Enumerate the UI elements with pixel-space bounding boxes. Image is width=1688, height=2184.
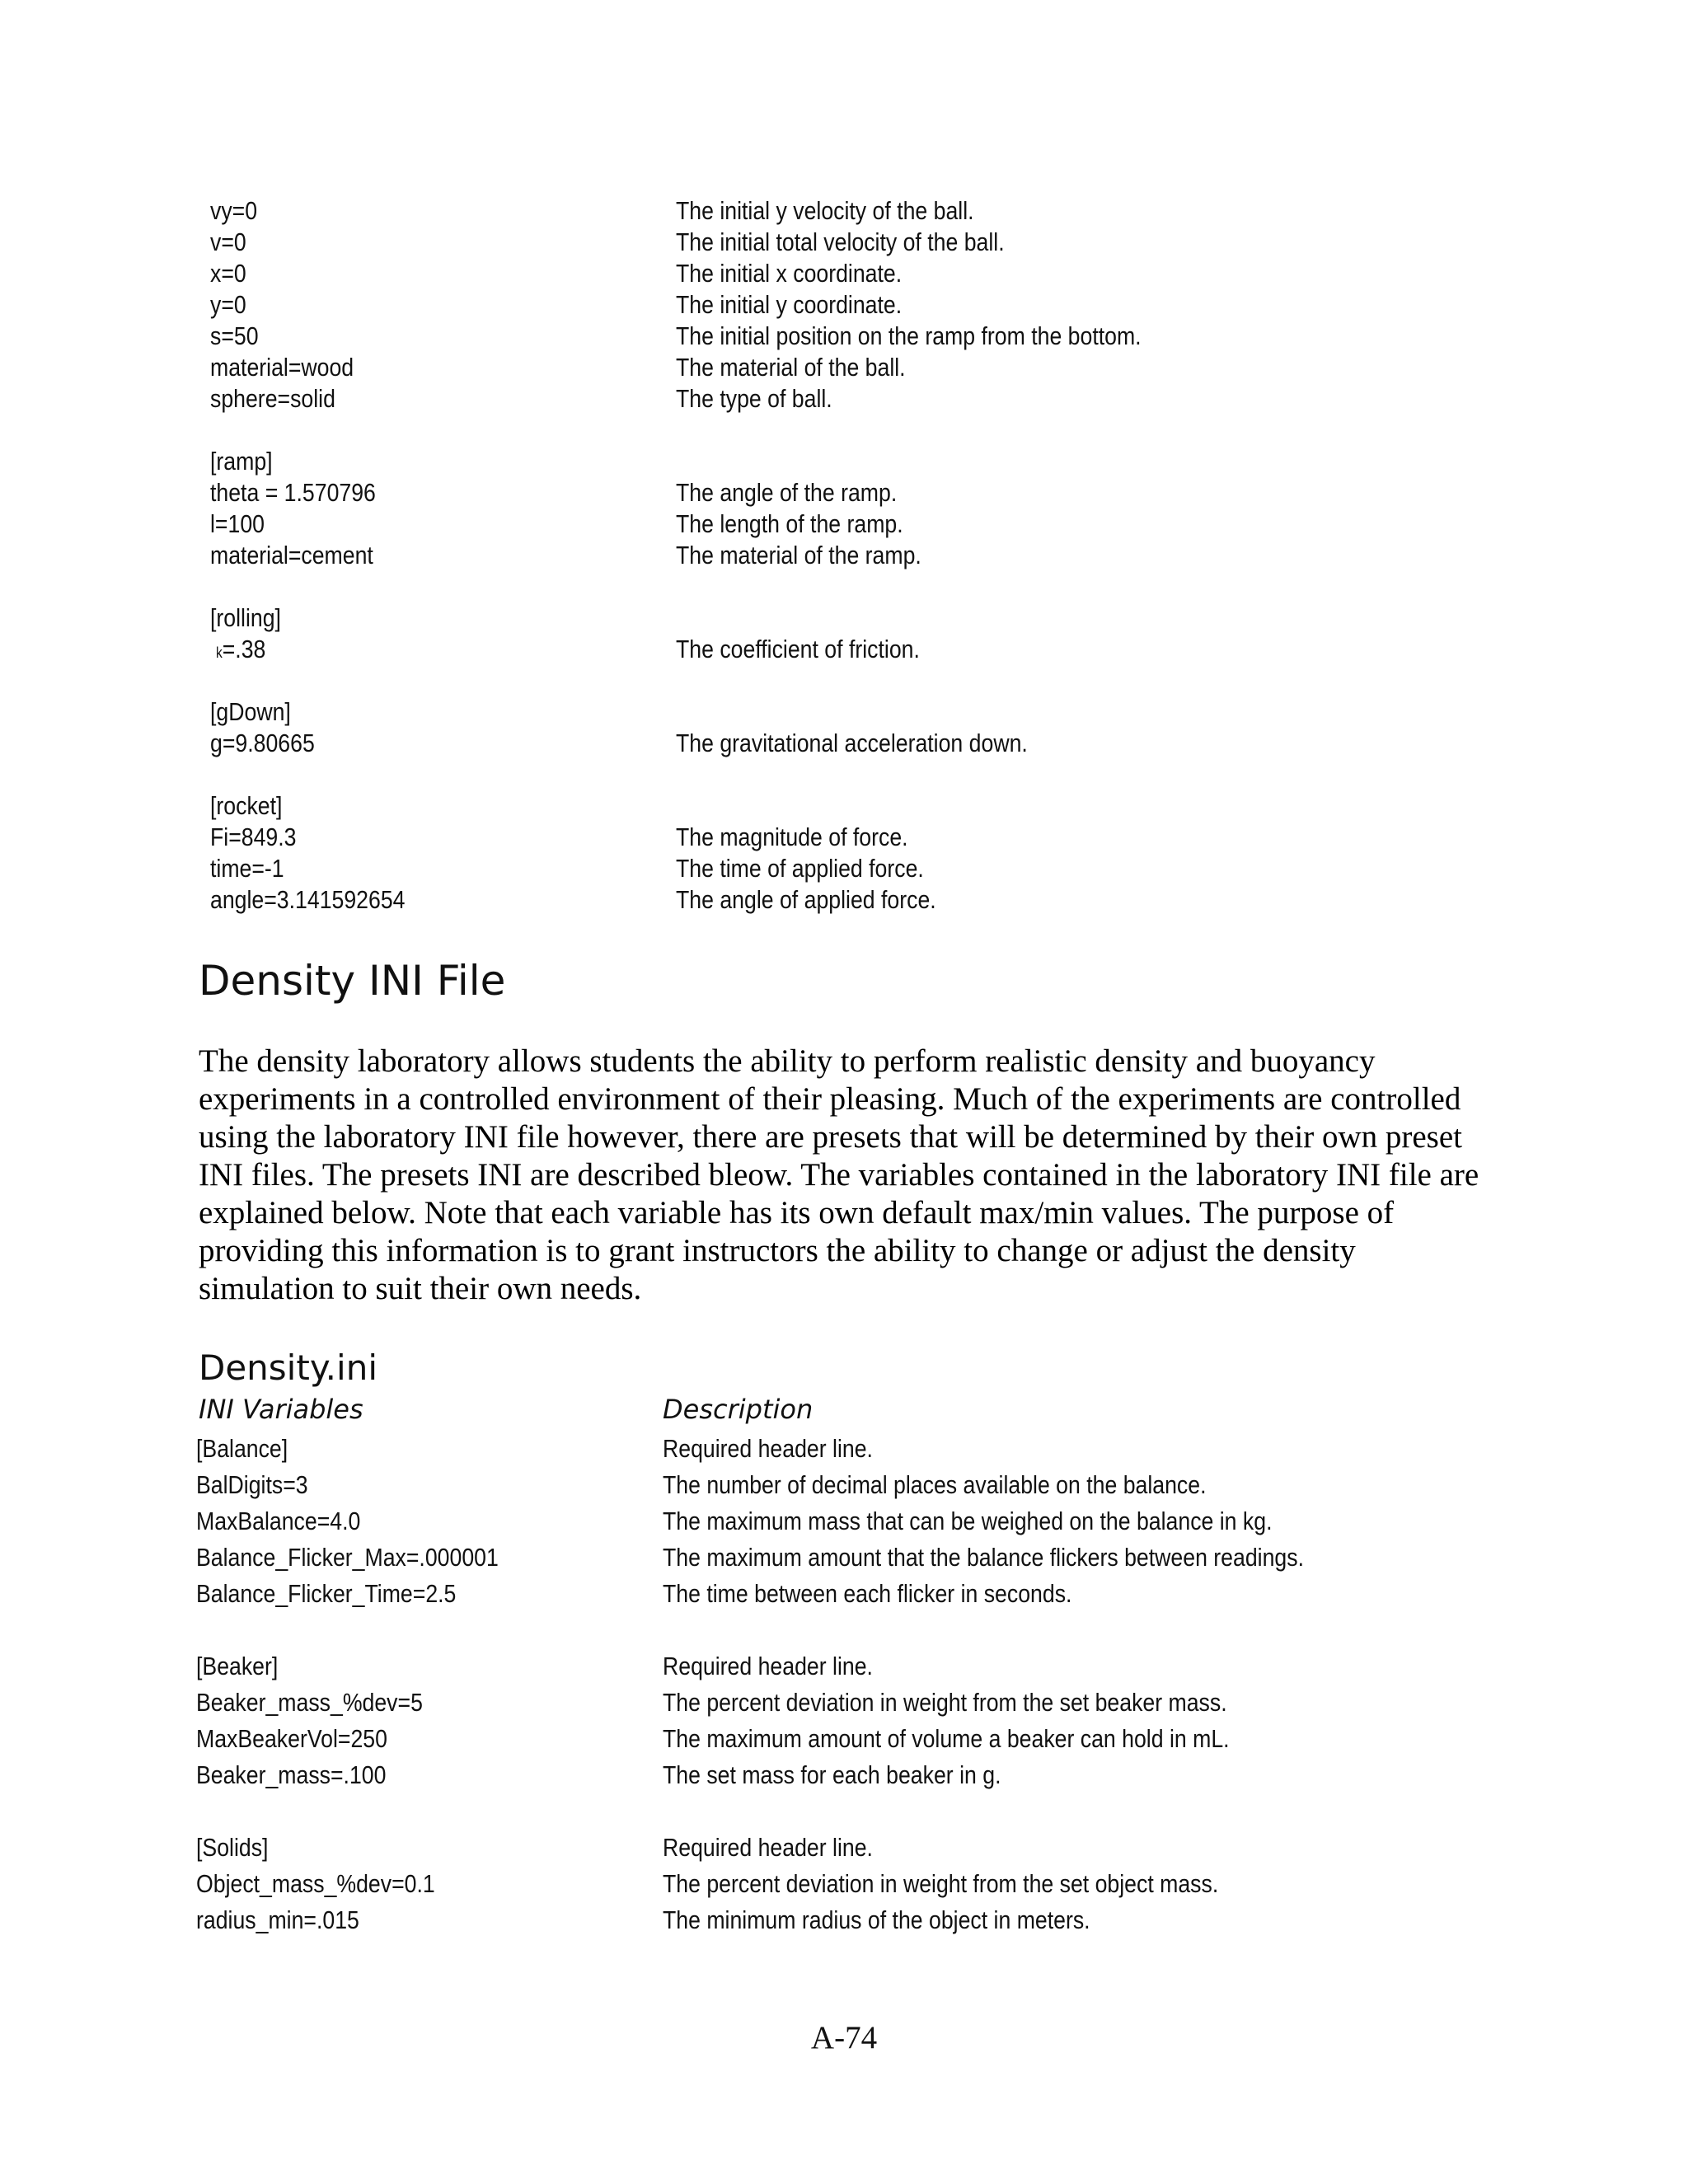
ini-variable: Object_mass_%dev=0.1: [196, 1869, 435, 1898]
ini-variable-value: =.38: [222, 635, 266, 663]
ini-description: The initial y coordinate.: [676, 290, 903, 319]
ini-description: The set mass for each beaker in g.: [663, 1760, 1001, 1789]
ini-description: The material of the ramp.: [676, 541, 921, 569]
ini-description: The time between each flicker in seconds.: [663, 1579, 1072, 1608]
ini-variable: Beaker_mass_%dev=5: [196, 1688, 423, 1717]
ini-variable: radius_min=.015: [196, 1905, 359, 1934]
ini-description: The minimum radius of the object in meters.: [663, 1905, 1090, 1934]
ini-variable: s=50: [210, 321, 259, 350]
ini-description: The maximum amount of volume a beaker can hold in mL.: [663, 1724, 1230, 1753]
ini-variable: angle=3.141592654: [210, 885, 406, 914]
ini-variable: material=wood: [210, 353, 354, 382]
ini-description: The angle of the ramp.: [676, 478, 898, 507]
ini-description: The gravitational acceleration down.: [676, 729, 1028, 757]
ini-variable: [rocket]: [210, 791, 283, 820]
ini-variable: [rolling]: [210, 603, 281, 632]
ini-variable: [ramp]: [210, 447, 273, 476]
ini-description: The maximum mass that can be weighed on the balance in kg.: [663, 1507, 1273, 1535]
ini-variable: material=cement: [210, 541, 373, 569]
ini-variable: v=0: [210, 227, 246, 256]
k-subscript: k: [216, 644, 223, 661]
ini-variable: Fi=849.3: [210, 823, 297, 851]
column-header-variables: INI Variables: [199, 1394, 363, 1425]
ini-description: The type of ball.: [676, 384, 832, 413]
ini-variable: Balance_Flicker_Time=2.5: [196, 1579, 457, 1608]
ini-variable: x=0: [210, 259, 246, 288]
ini-description: The initial position on the ramp from the bottom.: [676, 321, 1142, 350]
ini-description: Required header line.: [663, 1434, 873, 1463]
ini-description: Required header line.: [663, 1833, 873, 1862]
ini-variable: vy=0: [210, 196, 258, 225]
ini-variable: sphere=solid: [210, 384, 335, 413]
ini-description: The angle of applied force.: [676, 885, 936, 914]
ini-description: The initial total velocity of the ball.: [676, 227, 1005, 256]
ini-variable: g=9.80665: [210, 729, 315, 757]
ini-variable: MaxBeakerVol=250: [196, 1724, 387, 1753]
ini-variable: [Solids]: [196, 1833, 269, 1862]
ini-description: The initial x coordinate.: [676, 259, 903, 288]
density-ini-title: Density.ini: [199, 1347, 377, 1388]
ini-variable: MaxBalance=4.0: [196, 1507, 361, 1535]
ini-description: Required header line.: [663, 1652, 873, 1680]
ini-variable: BalDigits=3: [196, 1470, 308, 1499]
ini-description: The number of decimal places available on the balance.: [663, 1470, 1207, 1499]
column-header-description: Description: [663, 1394, 814, 1425]
ini-description: The magnitude of force.: [676, 823, 908, 851]
ini-variable: [gDown]: [210, 697, 291, 726]
ini-description: The percent deviation in weight from the set beaker mass.: [663, 1688, 1227, 1717]
ini-variable: [216, 634, 265, 668]
ini-variable: Beaker_mass=.100: [196, 1760, 387, 1789]
ini-description: The initial y velocity of the ball.: [676, 196, 974, 225]
ini-variable: [Beaker]: [196, 1652, 279, 1680]
ini-variable: [Balance]: [196, 1434, 288, 1463]
section-title: Density INI File: [199, 957, 506, 1005]
section-paragraph: [199, 1043, 1493, 1308]
ini-description: The time of applied force.: [676, 854, 924, 883]
ini-variable: l=100: [210, 509, 265, 538]
ini-description: The material of the ball.: [676, 353, 906, 382]
ini-description: The coefficient of friction.: [676, 635, 920, 663]
ini-variable: theta = 1.570796: [210, 478, 376, 507]
ini-variable: Balance_Flicker_Max=.000001: [196, 1543, 499, 1572]
paragraph-text: The density laboratory allows students the ability to perform realistic density and buoyancy experiments in a controlled environment of their pleasing. Much of the experiments are controlled using the laboratory INI file however, there are presets that will be determined by their own preset INI files. The presets INI are described bleow. The variables contained in the laboratory INI file are explained below. Note that each variable has its own default max/min values. The purpose of providing this information is to grant instructors the ability to change or adjust the density simulation to suit their own needs.: [199, 1043, 1479, 1306]
ini-description: The maximum amount that the balance flickers between readings.: [663, 1543, 1304, 1572]
ini-variable: y=0: [210, 290, 246, 319]
ini-description: The percent deviation in weight from the set object mass.: [663, 1869, 1219, 1898]
ini-variable: time=-1: [210, 854, 284, 883]
ini-description: The length of the ramp.: [676, 509, 903, 538]
page-number: A-74: [810, 2020, 878, 2055]
